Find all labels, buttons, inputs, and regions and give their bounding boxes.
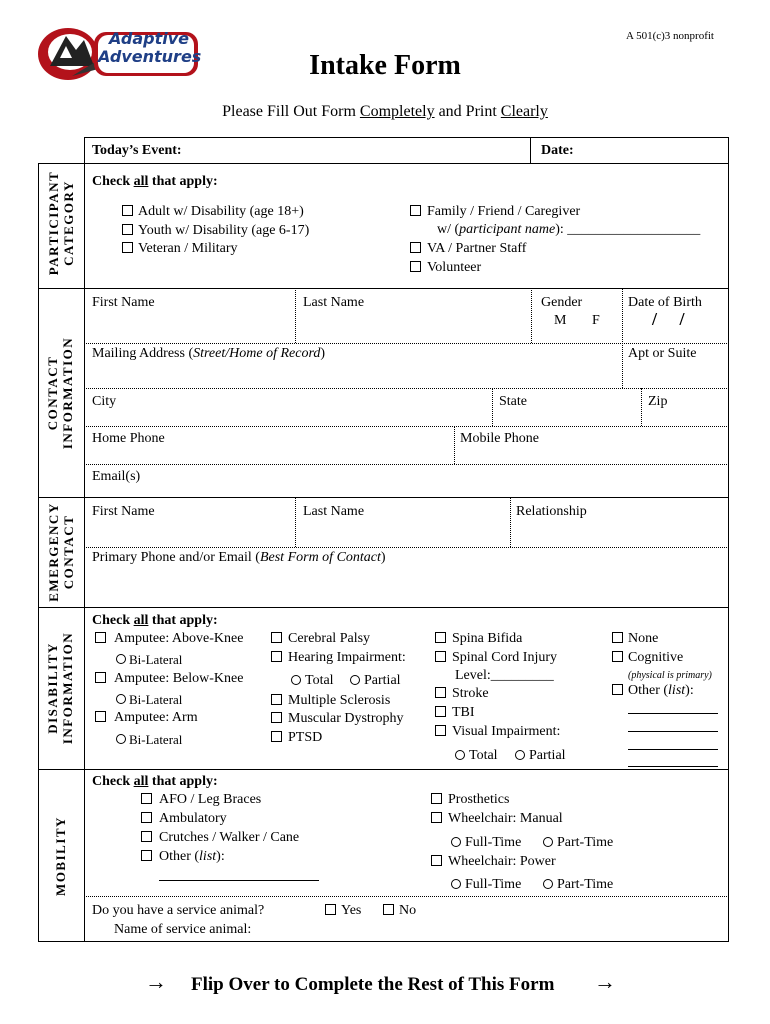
ec-first-name-label: First Name: [92, 504, 155, 519]
section-label-line: DISABILITY: [45, 642, 60, 734]
grid-line: [295, 497, 296, 547]
radio-power-full-time[interactable]: [451, 879, 461, 889]
ec-primary-italic: Best Form of Contact: [259, 550, 381, 565]
nonprofit-label: A 501(c)3 nonprofit: [626, 30, 714, 42]
option-va-partner: VA / Partner Staff: [427, 241, 527, 256]
radio-power-part-time[interactable]: [543, 879, 553, 889]
section-participant-category: [46, 158, 78, 288]
check-all-all: all: [133, 174, 149, 189]
checkbox-amputee-arm[interactable]: [95, 711, 106, 722]
mobility-check-all: [92, 773, 218, 790]
option-crutches-walker-cane: Crutches / Walker / Cane: [159, 830, 300, 845]
option-volunteer: Volunteer: [427, 260, 482, 275]
checkbox-prosthetics[interactable]: [431, 793, 442, 804]
option-above-bilateral: Bi-Lateral: [129, 652, 183, 667]
option-visual-total: Total: [469, 748, 498, 763]
ec-last-name-label: Last Name: [303, 504, 365, 519]
checkbox-visual-impairment[interactable]: [435, 725, 446, 736]
apt-suite-label: Apt or Suite: [628, 346, 697, 361]
section-label-line: CONTACT: [61, 514, 76, 590]
checkbox-wheelchair-manual[interactable]: [431, 812, 442, 823]
subtitle-clearly: Clearly: [500, 103, 548, 120]
option-amputee-above-knee: Amputee: Above-Knee: [114, 631, 244, 646]
option-wheelchair-manual: Wheelchair: Manual: [448, 811, 563, 826]
dob-field[interactable]: / /: [652, 309, 685, 329]
ec-relationship-label: Relationship: [516, 504, 587, 519]
option-veteran-military: Veteran / Military: [138, 241, 238, 256]
checkbox-youth-disability[interactable]: [122, 224, 133, 235]
option-multiple-sclerosis: Multiple Sclerosis: [288, 693, 391, 708]
option-ambulatory: Ambulatory: [159, 811, 227, 826]
todays-event-label: Today’s Event:: [92, 143, 182, 158]
option-power-part-time: Part-Time: [557, 877, 614, 892]
grid-line: [84, 547, 729, 548]
cognitive-note: (physical is primary): [628, 670, 712, 681]
option-manual-part-time: Part-Time: [557, 835, 614, 850]
option-tbi: TBI: [452, 705, 475, 720]
arrow-right-icon: →: [594, 969, 616, 994]
option-none: None: [628, 631, 659, 646]
option-adult-disability: Adult w/ Disability (age 18+): [138, 204, 304, 219]
grid-line: [84, 896, 729, 897]
other-text: ):: [216, 849, 225, 864]
mailing-italic: Street/Home of Record: [193, 346, 321, 361]
divider-event: [84, 163, 729, 164]
grid-line: [492, 388, 493, 426]
participant-name-italic: participant name: [459, 222, 556, 237]
section-disability-information: [45, 608, 77, 768]
checkbox-ptsd[interactable]: [271, 731, 282, 742]
section-label-line: INFORMATION: [60, 631, 75, 745]
checkbox-adult-disability[interactable]: [122, 205, 133, 216]
other-mobility-line[interactable]: [159, 880, 319, 881]
option-stroke: Stroke: [452, 686, 489, 701]
home-phone-label: Home Phone: [92, 431, 165, 446]
disability-check-all: [92, 612, 218, 629]
checkbox-ambulatory[interactable]: [141, 812, 152, 823]
option-service-no: No: [399, 903, 417, 918]
section-mobility: [53, 796, 69, 916]
participant-check-all: [92, 173, 218, 190]
other-text: ):: [685, 683, 694, 698]
section-label-line: PARTICIPANT: [46, 170, 61, 276]
option-afo-leg-braces: AFO / Leg Braces: [159, 792, 262, 807]
checkbox-other-disability[interactable]: [612, 684, 623, 695]
section-label-line: MOBILITY: [53, 816, 68, 896]
option-amputee-below-knee: Amputee: Below-Knee: [114, 671, 244, 686]
subtitle-text: Please Fill Out Form: [222, 103, 360, 120]
option-other-mobility: [159, 848, 225, 865]
checkbox-family-caregiver[interactable]: [410, 205, 421, 216]
divider-date: [530, 137, 531, 163]
section-label-line: CATEGORY: [61, 180, 76, 266]
option-cognitive: Cognitive: [628, 650, 684, 665]
radio-above-bilateral[interactable]: [116, 654, 126, 664]
emails-label: Email(s): [92, 469, 141, 484]
option-service-yes: Yes: [341, 903, 362, 918]
checkbox-amputee-above-knee[interactable]: [95, 632, 106, 643]
checkbox-spinal-cord-injury[interactable]: [435, 651, 446, 662]
gender-f-option[interactable]: F: [592, 313, 600, 328]
sci-level-field[interactable]: Level:_________: [455, 668, 554, 683]
dob-label: Date of Birth: [628, 295, 702, 310]
checkbox-none[interactable]: [612, 632, 623, 643]
grid-line: [454, 426, 455, 464]
checkbox-crutches-walker-cane[interactable]: [141, 831, 152, 842]
option-hearing-total: Total: [305, 673, 334, 688]
subtitle-completely: Completely: [359, 103, 435, 120]
mailing-text: ): [320, 346, 326, 361]
checkbox-other-mobility[interactable]: [141, 850, 152, 861]
checkbox-cerebral-palsy[interactable]: [271, 632, 282, 643]
check-all-text: Check: [92, 774, 134, 789]
other-disability-line-1[interactable]: [628, 713, 718, 714]
check-all-all: all: [133, 774, 149, 789]
grid-line: [295, 288, 296, 343]
checkbox-va-partner[interactable]: [410, 242, 421, 253]
mailing-text: Mailing Address (: [92, 346, 194, 361]
service-animal-name-label: Name of service animal:: [114, 922, 252, 937]
grid-line: [84, 464, 729, 465]
check-all-all: all: [133, 613, 149, 628]
ec-primary-label: [92, 549, 386, 566]
subtitle-text-mid: and Print: [434, 103, 501, 120]
page-subtitle: [0, 102, 770, 122]
section-label-line: INFORMATION: [60, 336, 75, 450]
checkbox-afo-leg-braces[interactable]: [141, 793, 152, 804]
checkbox-stroke[interactable]: [435, 687, 446, 698]
checkbox-multiple-sclerosis[interactable]: [271, 694, 282, 705]
logo-line1: Adaptive: [108, 29, 189, 48]
option-arm-bilateral: Bi-Lateral: [129, 732, 183, 747]
mobile-phone-label: Mobile Phone: [460, 431, 539, 446]
grid-line: [622, 288, 623, 388]
grid-line: [510, 497, 511, 547]
last-name-label: Last Name: [303, 295, 365, 310]
divider-emergency: [38, 607, 729, 608]
option-manual-full-time: Full-Time: [465, 835, 522, 850]
participant-name-line: [437, 221, 700, 238]
logo-line2: Adventures: [98, 47, 202, 66]
service-animal-question: Do you have a service animal?: [92, 903, 265, 918]
other-italic: list: [199, 849, 217, 864]
check-all-text: that apply:: [148, 174, 218, 189]
grid-line: [84, 343, 729, 344]
page-title: Intake Form: [309, 50, 461, 81]
first-name-field[interactable]: [90, 312, 290, 338]
last-name-field[interactable]: [300, 312, 526, 338]
checkbox-cognitive[interactable]: [612, 651, 623, 662]
city-label: City: [92, 394, 117, 409]
gender-label: Gender: [541, 295, 583, 310]
arrow-right-icon: →: [145, 969, 167, 994]
option-spinal-cord-injury: Spinal Cord Injury: [452, 650, 557, 665]
participant-name-text: w/ (: [437, 222, 460, 237]
section-label-line: EMERGENCY: [46, 502, 61, 602]
divider-disability: [38, 769, 729, 770]
option-hearing-impairment: Hearing Impairment:: [288, 650, 406, 665]
checkbox-hearing-impairment[interactable]: [271, 651, 282, 662]
radio-hearing-total[interactable]: [291, 675, 301, 685]
option-hearing-partial: Partial: [364, 673, 401, 688]
option-prosthetics: Prosthetics: [448, 792, 510, 807]
checkbox-spina-bifida[interactable]: [435, 632, 446, 643]
check-all-text: that apply:: [148, 774, 218, 789]
radio-manual-part-time[interactable]: [543, 837, 553, 847]
divider-contact: [38, 497, 729, 498]
option-spina-bifida: Spina Bifida: [452, 631, 523, 646]
checkbox-tbi[interactable]: [435, 706, 446, 717]
ec-primary-text: ): [380, 550, 386, 565]
option-muscular-dystrophy: Muscular Dystrophy: [288, 711, 404, 726]
other-disability-line-2[interactable]: [628, 731, 718, 732]
option-youth-disability: Youth w/ Disability (age 6-17): [138, 223, 310, 238]
check-all-text: that apply:: [148, 613, 218, 628]
checkbox-wheelchair-power[interactable]: [431, 855, 442, 866]
first-name-label: First Name: [92, 295, 155, 310]
grid-line: [641, 388, 642, 426]
checkbox-amputee-below-knee[interactable]: [95, 672, 106, 683]
checkbox-service-no[interactable]: [383, 904, 394, 915]
grid-line: [84, 388, 729, 389]
radio-visual-partial[interactable]: [515, 750, 525, 760]
option-visual-partial: Partial: [529, 748, 566, 763]
check-all-text: Check: [92, 613, 134, 628]
other-text: Other (: [628, 683, 669, 698]
other-italic: list: [668, 683, 686, 698]
zip-label: Zip: [648, 394, 668, 409]
option-other-disability: [628, 682, 694, 699]
ec-primary-text: Primary Phone and/or Email (: [92, 550, 260, 565]
option-wheelchair-power: Wheelchair: Power: [448, 854, 556, 869]
checkbox-muscular-dystrophy[interactable]: [271, 712, 282, 723]
checkbox-volunteer[interactable]: [410, 261, 421, 272]
checkbox-veteran-military[interactable]: [122, 242, 133, 253]
participant-name-text: ): ___________________: [555, 222, 701, 237]
option-visual-impairment: Visual Impairment:: [452, 724, 561, 739]
option-below-bilateral: Bi-Lateral: [129, 692, 183, 707]
state-label: State: [499, 394, 527, 409]
grid-line: [84, 426, 729, 427]
option-amputee-arm: Amputee: Arm: [114, 710, 198, 725]
date-label: Date:: [541, 143, 574, 158]
option-power-full-time: Full-Time: [465, 877, 522, 892]
option-family-caregiver: Family / Friend / Caregiver: [427, 204, 581, 219]
other-disability-line-4[interactable]: [628, 766, 718, 767]
flip-over-text: Flip Over to Complete the Rest of This Form: [191, 974, 555, 995]
section-emergency-contact: [46, 497, 78, 607]
other-text: Other (: [159, 849, 200, 864]
divider-participant: [38, 288, 729, 289]
radio-below-bilateral[interactable]: [116, 694, 126, 704]
section-label-line: CONTACT: [45, 355, 60, 431]
gender-m-option[interactable]: M: [554, 313, 567, 328]
radio-arm-bilateral[interactable]: [116, 734, 126, 744]
check-all-text: Check: [92, 174, 134, 189]
checkbox-service-yes[interactable]: [325, 904, 336, 915]
option-cerebral-palsy: Cerebral Palsy: [288, 631, 371, 646]
grid-line: [531, 288, 532, 343]
radio-hearing-partial[interactable]: [350, 675, 360, 685]
mailing-address-label: [92, 345, 325, 362]
section-contact-information: [45, 303, 77, 483]
other-disability-line-3[interactable]: [628, 749, 718, 750]
radio-manual-full-time[interactable]: [451, 837, 461, 847]
radio-visual-total[interactable]: [455, 750, 465, 760]
option-ptsd: PTSD: [288, 730, 323, 745]
mailing-address-field[interactable]: [90, 362, 618, 384]
